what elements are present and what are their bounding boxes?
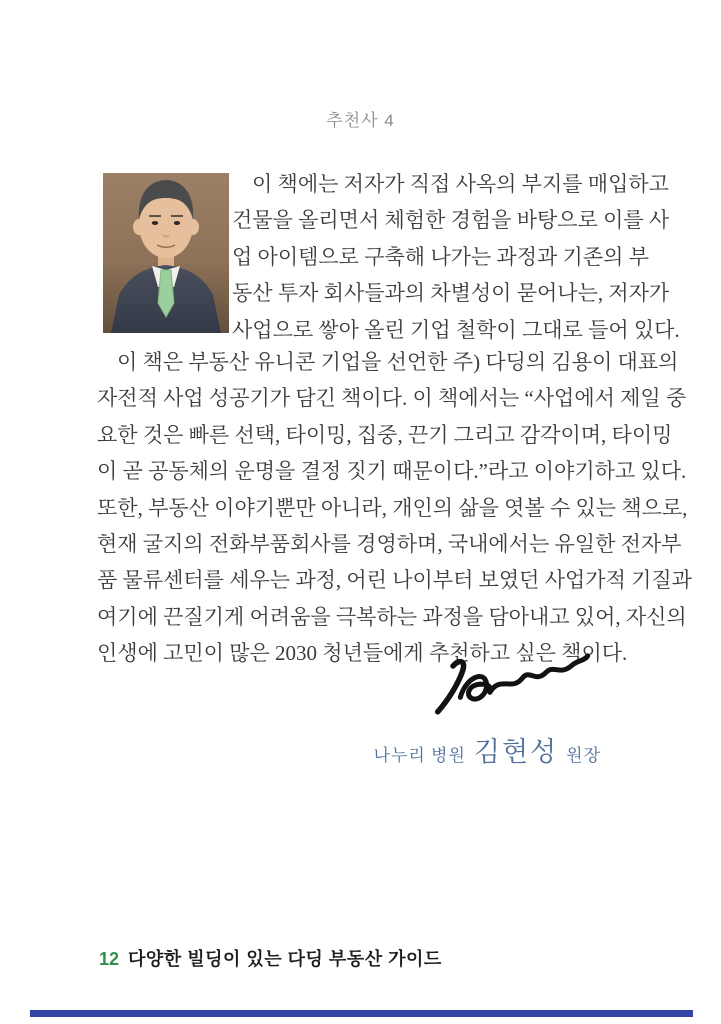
text-line: 품 물류센터를 세우는 과정, 어린 나이부터 보였던 사업가적 기질과 [97, 568, 692, 593]
text-line: 이 곧 공동체의 운명을 결정 짓기 때문이다.”라고 이야기하고 있다. [97, 459, 687, 484]
footer [99, 945, 442, 971]
bottom-bar-rule [30, 1010, 693, 1017]
signer-name: 김현성 [473, 737, 559, 767]
paragraph-2 [97, 344, 692, 672]
signer-name-line [374, 730, 601, 769]
footer-book-title: 다양한 빌딩이 있는 다딩 부동산 가이드 [128, 949, 442, 969]
text-line: 인생에 고민이 많은 2030 청년들에게 추천하고 싶은 책이다. [97, 641, 628, 666]
paragraph-1 [232, 166, 680, 348]
text-line: 이 책은 부동산 유니콘 기업을 선언한 주) 다딩의 김용이 대표의 [117, 350, 679, 374]
text-line: 자전적 사업 성공기가 담긴 책이다. 이 책에서는 “사업에서 제일 중 [97, 386, 687, 411]
text-line: 업 아이템으로 구축해 나가는 과정과 기존의 부 [232, 244, 649, 269]
author-portrait-photo [103, 173, 229, 333]
text-line: 동산 투자 회사들과의 차별성이 묻어나는, 저자가 [232, 281, 670, 306]
text-line: 사업으로 쌓아 올린 기업 철학이 그대로 들어 있다. [232, 317, 680, 342]
footer-page-number: 12 [99, 949, 120, 969]
text-line: 현재 굴지의 전화부품회사를 경영하며, 국내에서는 유일한 전자부 [97, 531, 682, 556]
signer-title: 원장 [566, 746, 601, 765]
text-line: 요한 것은 빠른 선택, 타이밍, 집중, 끈기 그리고 감각이며, 타이밍 [97, 422, 673, 447]
text-line: 여기에 끈질기게 어려움을 극복하는 과정을 담아내고 있어, 자신의 [97, 604, 687, 629]
text-line: 이 책에는 저자가 직접 사옥의 부지를 매입하고 [252, 172, 669, 196]
signer-hospital: 나누리 병원 [373, 746, 466, 765]
text-line: 건물을 올리면서 체험한 경험을 바탕으로 이를 사 [232, 208, 670, 233]
page-title: 추천사 4 [326, 111, 395, 130]
text-line: 또한, 부동산 이야기뿐만 아니라, 개인의 삶을 엿볼 수 있는 책으로, [97, 495, 688, 520]
